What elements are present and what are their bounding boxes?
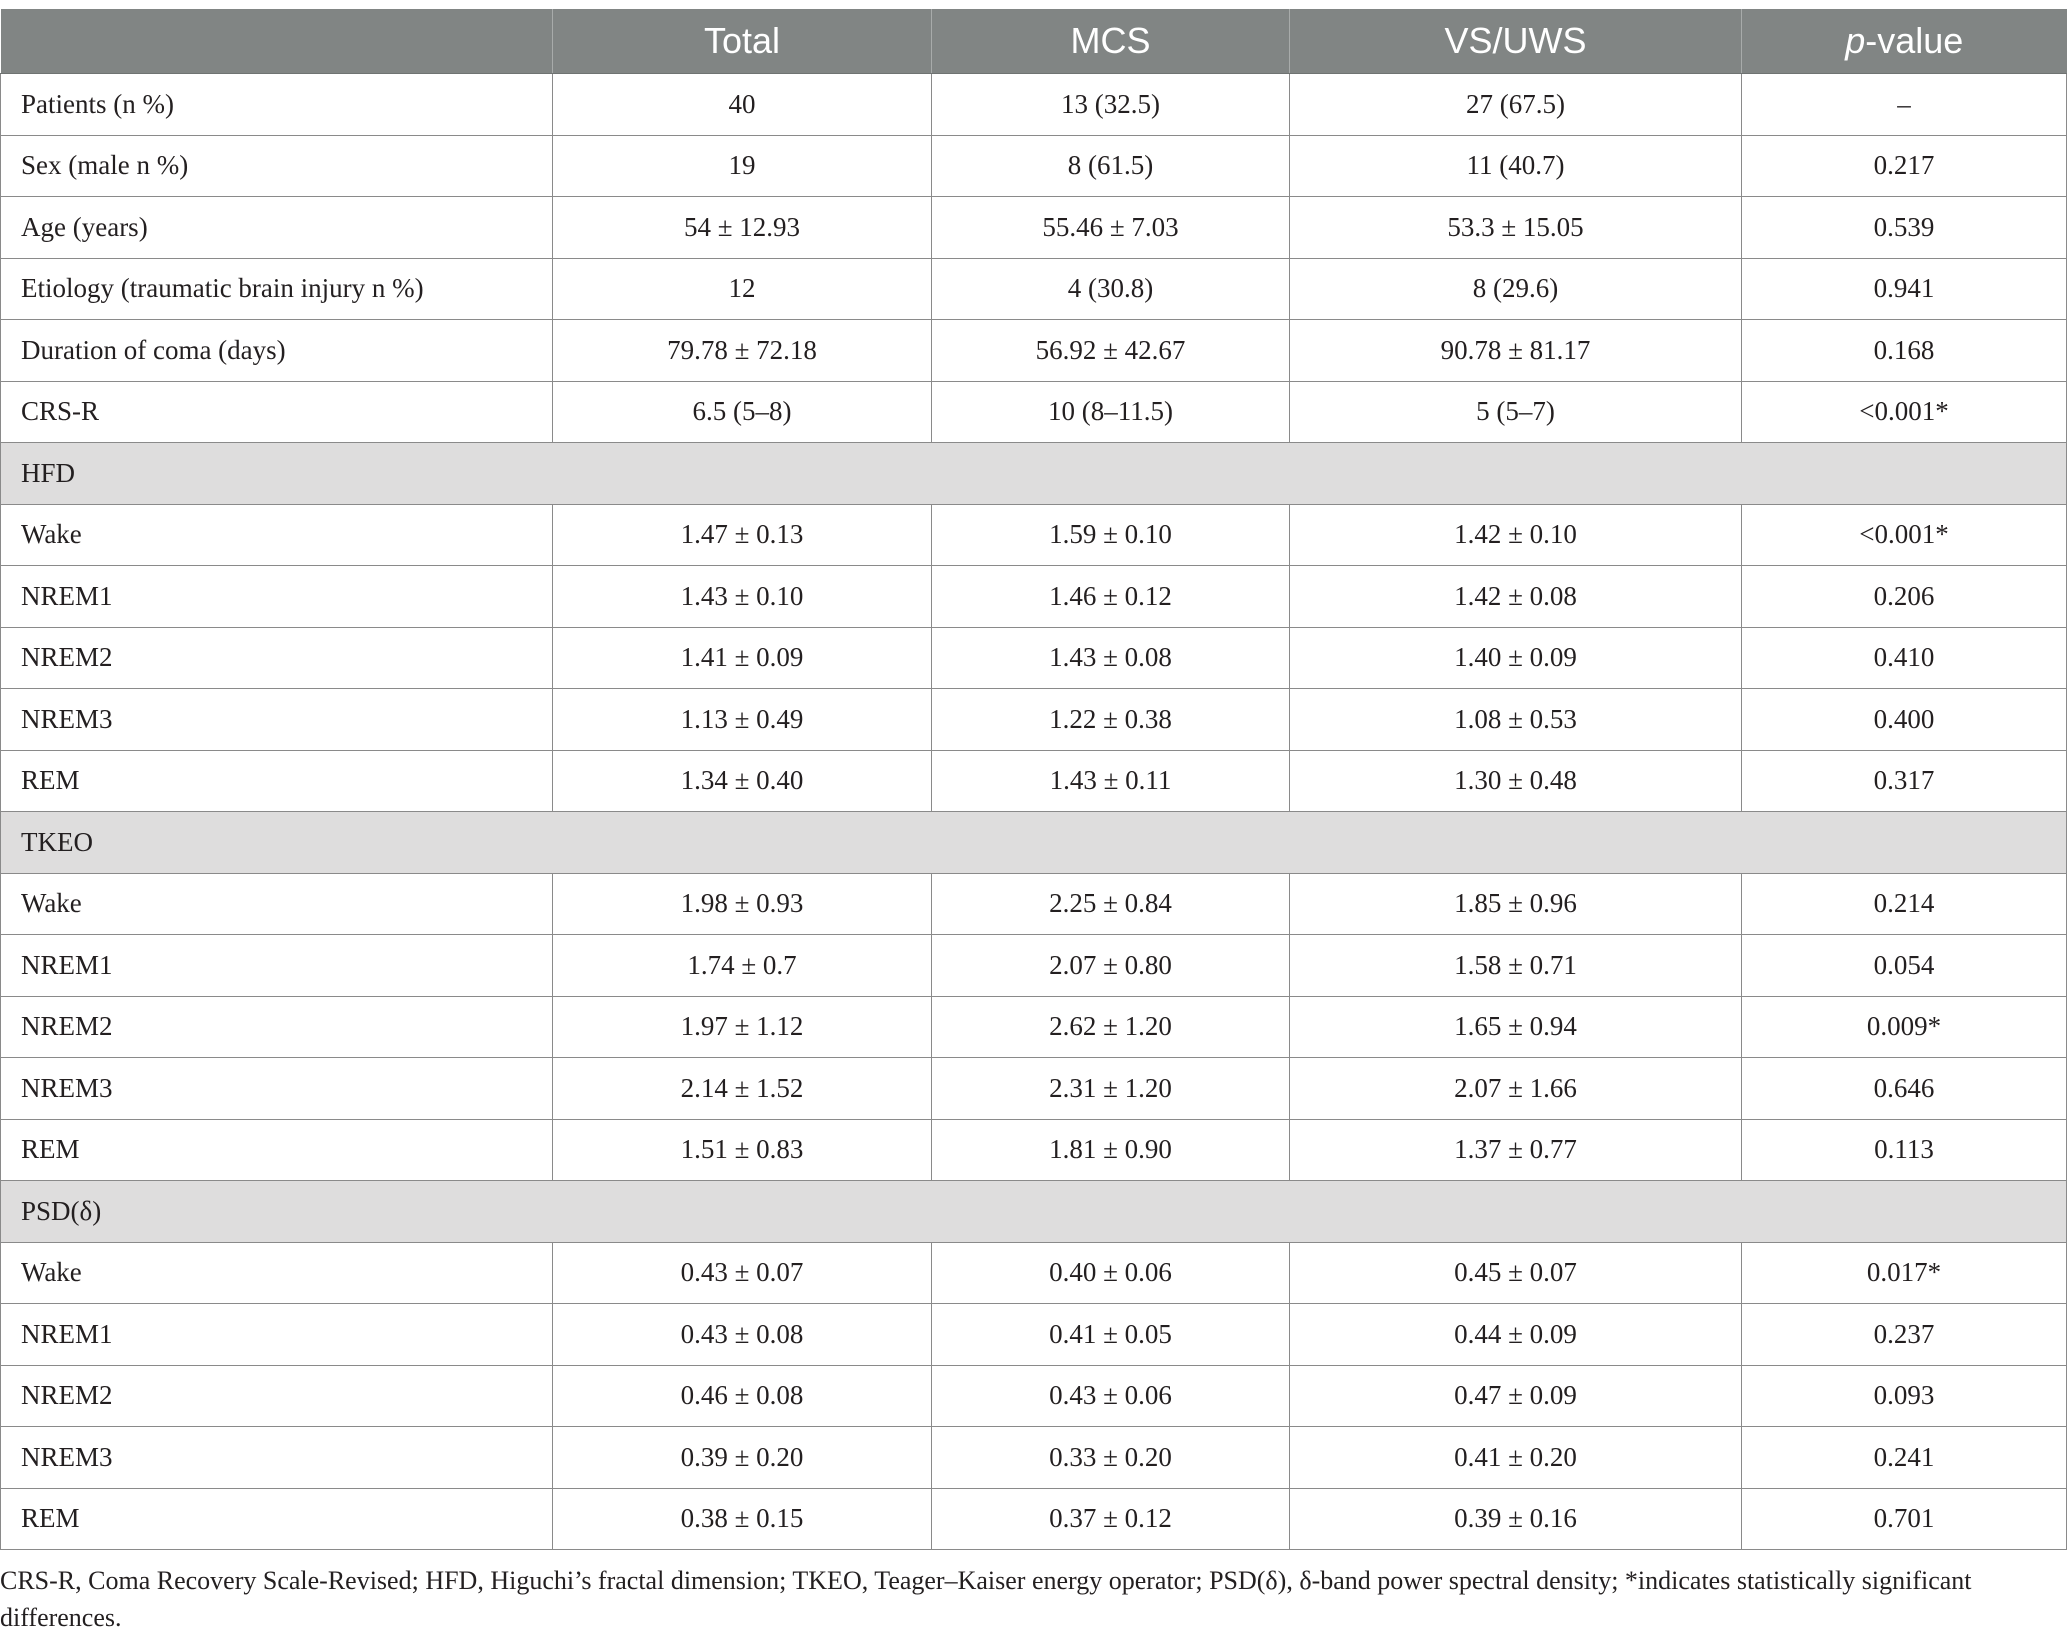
- cell-total: 1.43 ± 0.10: [553, 566, 932, 628]
- cell-total: 0.38 ± 0.15: [553, 1488, 932, 1550]
- cell-total: 0.43 ± 0.08: [553, 1304, 932, 1366]
- cell-mcs: 2.07 ± 0.80: [932, 935, 1290, 997]
- cell-vs-uws: 2.07 ± 1.66: [1290, 1058, 1742, 1120]
- cell-vs-uws: 11 (40.7): [1290, 135, 1742, 197]
- cell-total: 79.78 ± 72.18: [553, 320, 932, 382]
- cell-mcs: 0.37 ± 0.12: [932, 1488, 1290, 1550]
- section-header-row: [1, 443, 2067, 505]
- cell-row-label: NREM2: [1, 1365, 553, 1427]
- cell-vs-uws: 0.41 ± 0.20: [1290, 1427, 1742, 1489]
- cell-p-value: <0.001*: [1742, 504, 2067, 566]
- cell-total: 1.51 ± 0.83: [553, 1119, 932, 1181]
- header-cell-p-value: [1742, 9, 2067, 74]
- cell-vs-uws: 5 (5–7): [1290, 381, 1742, 443]
- cell-mcs: 0.33 ± 0.20: [932, 1427, 1290, 1489]
- cell-total: 54 ± 12.93: [553, 197, 932, 259]
- cell-vs-uws: 1.58 ± 0.71: [1290, 935, 1742, 997]
- cell-p-value: 0.214: [1742, 873, 2067, 935]
- cell-p-value: 0.168: [1742, 320, 2067, 382]
- cell-vs-uws: 1.08 ± 0.53: [1290, 689, 1742, 751]
- cell-mcs: 2.62 ± 1.20: [932, 996, 1290, 1058]
- cell-total: 1.13 ± 0.49: [553, 689, 932, 751]
- cell-mcs: 55.46 ± 7.03: [932, 197, 1290, 259]
- cell-row-label: Sex (male n %): [1, 135, 553, 197]
- cell-p-value: 0.410: [1742, 627, 2067, 689]
- cell-total: 1.47 ± 0.13: [553, 504, 932, 566]
- cell-vs-uws: 90.78 ± 81.17: [1290, 320, 1742, 382]
- cell-p-value: –: [1742, 74, 2067, 136]
- cell-mcs: 1.22 ± 0.38: [932, 689, 1290, 751]
- table-row: [1, 1242, 2067, 1304]
- cell-row-label: Etiology (traumatic brain injury n %): [1, 258, 553, 320]
- cell-vs-uws: 1.42 ± 0.10: [1290, 504, 1742, 566]
- cell-vs-uws: 53.3 ± 15.05: [1290, 197, 1742, 259]
- data-table: [0, 9, 2067, 1550]
- cell-mcs: 1.43 ± 0.08: [932, 627, 1290, 689]
- cell-p-value: 0.017*: [1742, 1242, 2067, 1304]
- cell-total: 40: [553, 74, 932, 136]
- section-header-row: [1, 1181, 2067, 1243]
- cell-total: 1.74 ± 0.7: [553, 935, 932, 997]
- cell-total: 0.43 ± 0.07: [553, 1242, 932, 1304]
- cell-row-label: Age (years): [1, 197, 553, 259]
- section-label: HFD: [1, 443, 2067, 505]
- cell-row-label: Wake: [1, 504, 553, 566]
- header-row: [1, 9, 2067, 74]
- cell-vs-uws: 1.30 ± 0.48: [1290, 750, 1742, 812]
- cell-row-label: NREM3: [1, 1427, 553, 1489]
- cell-mcs: 0.41 ± 0.05: [932, 1304, 1290, 1366]
- cell-mcs: 1.81 ± 0.90: [932, 1119, 1290, 1181]
- cell-row-label: NREM2: [1, 996, 553, 1058]
- cell-mcs: 4 (30.8): [932, 258, 1290, 320]
- cell-total: 1.98 ± 0.93: [553, 873, 932, 935]
- table-row: [1, 74, 2067, 136]
- header-cell-vs-uws: VS/UWS: [1290, 9, 1742, 74]
- table-row: [1, 873, 2067, 935]
- table-row: [1, 1304, 2067, 1366]
- cell-vs-uws: 1.37 ± 0.77: [1290, 1119, 1742, 1181]
- cell-p-value: 0.701: [1742, 1488, 2067, 1550]
- table-row: [1, 1427, 2067, 1489]
- cell-mcs: 8 (61.5): [932, 135, 1290, 197]
- table-row: [1, 504, 2067, 566]
- header-p-italic: p: [1845, 20, 1866, 61]
- header-cell-mcs: MCS: [932, 9, 1290, 74]
- cell-row-label: Wake: [1, 873, 553, 935]
- cell-p-value: 0.093: [1742, 1365, 2067, 1427]
- cell-p-value: 0.400: [1742, 689, 2067, 751]
- cell-p-value: 0.941: [1742, 258, 2067, 320]
- cell-total: 0.39 ± 0.20: [553, 1427, 932, 1489]
- table-row: [1, 258, 2067, 320]
- cell-total: 12: [553, 258, 932, 320]
- cell-vs-uws: 1.42 ± 0.08: [1290, 566, 1742, 628]
- cell-vs-uws: 0.45 ± 0.07: [1290, 1242, 1742, 1304]
- cell-mcs: 2.31 ± 1.20: [932, 1058, 1290, 1120]
- cell-mcs: 56.92 ± 42.67: [932, 320, 1290, 382]
- section-header-row: [1, 812, 2067, 874]
- section-label: TKEO: [1, 812, 2067, 874]
- cell-mcs: 13 (32.5): [932, 74, 1290, 136]
- section-label: PSD(δ): [1, 1181, 2067, 1243]
- cell-mcs: 1.43 ± 0.11: [932, 750, 1290, 812]
- cell-total: 19: [553, 135, 932, 197]
- cell-total: 1.34 ± 0.40: [553, 750, 932, 812]
- cell-vs-uws: 27 (67.5): [1290, 74, 1742, 136]
- cell-row-label: REM: [1, 1119, 553, 1181]
- cell-mcs: 1.46 ± 0.12: [932, 566, 1290, 628]
- table-row: [1, 320, 2067, 382]
- table-row: [1, 1365, 2067, 1427]
- cell-row-label: REM: [1, 1488, 553, 1550]
- table-header: [1, 9, 2067, 74]
- cell-p-value: 0.054: [1742, 935, 2067, 997]
- cell-mcs: 10 (8–11.5): [932, 381, 1290, 443]
- table-footnote: CRS-R, Coma Recovery Scale-Revised; HFD, Higuchi’s fractal dimension; TKEO, Teager–Kaiser energy operator; PSD(δ), δ-band power spectral density; *indicates statistically significant differences.: [0, 1566, 1972, 1632]
- cell-p-value: 0.009*: [1742, 996, 2067, 1058]
- cell-total: 1.41 ± 0.09: [553, 627, 932, 689]
- cell-vs-uws: 1.65 ± 0.94: [1290, 996, 1742, 1058]
- table-row: [1, 935, 2067, 997]
- table-row: [1, 627, 2067, 689]
- table-row: [1, 1058, 2067, 1120]
- table-row: [1, 750, 2067, 812]
- cell-p-value: 0.241: [1742, 1427, 2067, 1489]
- data-table-container: [0, 9, 2066, 1550]
- table-row: [1, 1488, 2067, 1550]
- cell-row-label: Wake: [1, 1242, 553, 1304]
- cell-vs-uws: 0.47 ± 0.09: [1290, 1365, 1742, 1427]
- cell-row-label: NREM1: [1, 935, 553, 997]
- cell-vs-uws: 1.40 ± 0.09: [1290, 627, 1742, 689]
- cell-row-label: NREM2: [1, 627, 553, 689]
- table-body: [1, 74, 2067, 1550]
- cell-p-value: 0.317: [1742, 750, 2067, 812]
- cell-total: 1.97 ± 1.12: [553, 996, 932, 1058]
- cell-row-label: CRS-R: [1, 381, 553, 443]
- cell-row-label: NREM3: [1, 1058, 553, 1120]
- header-cell-total: Total: [553, 9, 932, 74]
- cell-row-label: REM: [1, 750, 553, 812]
- header-p-suffix: -value: [1865, 20, 1964, 61]
- cell-p-value: 0.539: [1742, 197, 2067, 259]
- cell-mcs: 0.40 ± 0.06: [932, 1242, 1290, 1304]
- cell-total: 2.14 ± 1.52: [553, 1058, 932, 1120]
- cell-row-label: Duration of coma (days): [1, 320, 553, 382]
- header-cell-row-label: [1, 9, 553, 74]
- cell-p-value: 0.206: [1742, 566, 2067, 628]
- table-row: [1, 197, 2067, 259]
- table-row: [1, 381, 2067, 443]
- cell-p-value: 0.237: [1742, 1304, 2067, 1366]
- cell-p-value: 0.113: [1742, 1119, 2067, 1181]
- cell-total: 0.46 ± 0.08: [553, 1365, 932, 1427]
- table-row: [1, 1119, 2067, 1181]
- table-row: [1, 689, 2067, 751]
- cell-mcs: 1.59 ± 0.10: [932, 504, 1290, 566]
- cell-vs-uws: 8 (29.6): [1290, 258, 1742, 320]
- cell-vs-uws: 0.44 ± 0.09: [1290, 1304, 1742, 1366]
- cell-vs-uws: 0.39 ± 0.16: [1290, 1488, 1742, 1550]
- cell-row-label: NREM1: [1, 566, 553, 628]
- cell-mcs: 2.25 ± 0.84: [932, 873, 1290, 935]
- cell-vs-uws: 1.85 ± 0.96: [1290, 873, 1742, 935]
- cell-row-label: NREM3: [1, 689, 553, 751]
- cell-p-value: 0.646: [1742, 1058, 2067, 1120]
- table-row: [1, 566, 2067, 628]
- cell-mcs: 0.43 ± 0.06: [932, 1365, 1290, 1427]
- cell-row-label: NREM1: [1, 1304, 553, 1366]
- cell-total: 6.5 (5–8): [553, 381, 932, 443]
- table-row: [1, 996, 2067, 1058]
- cell-p-value: <0.001*: [1742, 381, 2067, 443]
- table-row: [1, 135, 2067, 197]
- cell-row-label: Patients (n %): [1, 74, 553, 136]
- cell-p-value: 0.217: [1742, 135, 2067, 197]
